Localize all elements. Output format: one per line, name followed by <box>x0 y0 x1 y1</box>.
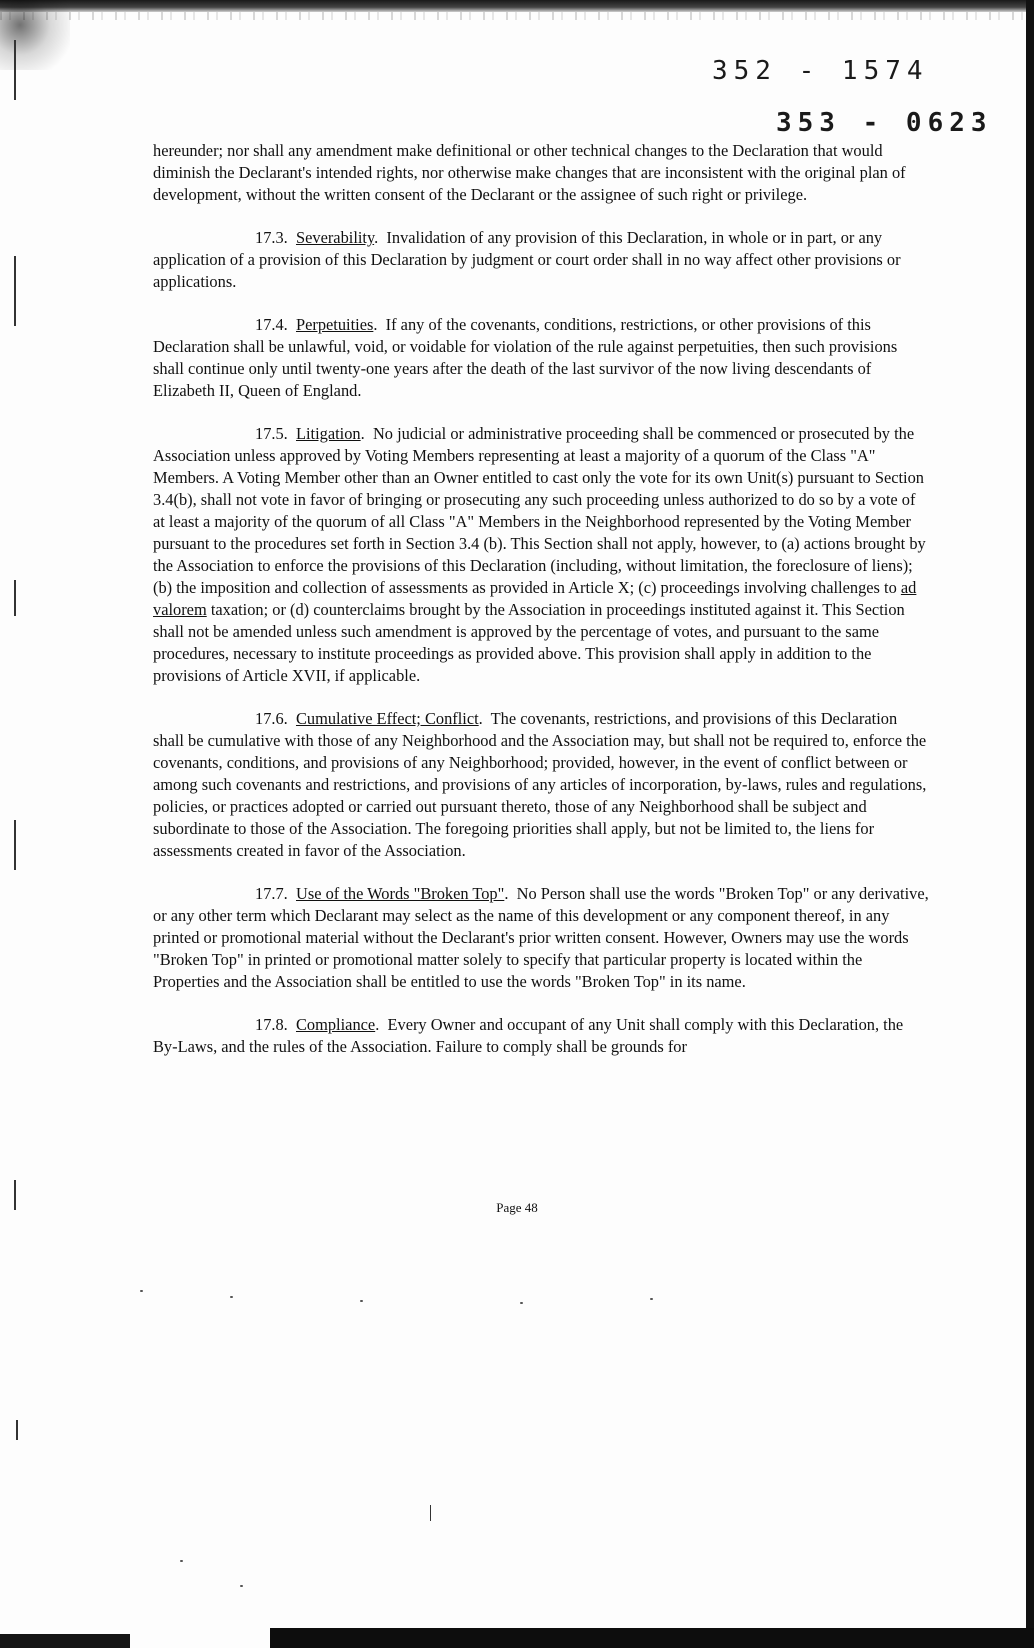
section-body-part-b: taxation; or (d) counterclaims brought by the Association in proceedings instituted against it. This Section shall not be amended unless such amendment is approved by the percentage of votes, and pursuant to the same procedures, necessary to institute proceedings as provided above. This provision shall apply in addition to the provisions of Article XVII, if applicable. <box>153 600 905 685</box>
latin-term-valorem: valorem <box>153 600 207 619</box>
section-number: 17.5. <box>255 424 288 443</box>
margin-mark <box>14 820 16 870</box>
section-17-7: 17.7. Use of the Words "Broken Top". No Person shall use the words "Broken Top" or any derivative, or any other term which Declarant may select as the name of this development or any component thereof, in any printed or promotional material without the Declarant's prior written consent. However, Owners may use the words "Broken Top" in printed or promotional matter solely to specify that particular property is located within the Properties and the Association shall be entitled to use the words "Broken Top" in its name. <box>153 884 929 991</box>
margin-mark <box>16 1420 18 1440</box>
section-body: Invalidation of any provision of this Declaration, in whole or in part, or any application of a provision of this Declaration by judgment or court order shall in no way affect other provisions or applications. <box>153 228 901 291</box>
section-body: The covenants, restrictions, and provisions of this Declaration shall be cumulative with those of any Neighborhood and the Association may, but shall not be required to, enforce the covenants, conditions, and provisions of any Neighborhood; provided, however, in the event of conflict between or among such covenants and restrictions, and provisions of any articles of incorporation, by-laws, rules and regulations, policies, or practices adopted or carried out pursuant thereto, those of any Neighborhood shall be subject and subordinate to those of the Association. The foregoing priorities shall apply, but not be limited to, the liens for assessments created in favor of the Association. <box>153 709 927 860</box>
scan-noise-top <box>0 12 1034 20</box>
section-heading: Use of the Words "Broken Top" <box>295 884 505 903</box>
section-heading: Severability <box>295 228 375 247</box>
section-17-8: 17.8. Compliance. Every Owner and occupant of any Unit shall comply with this Declaration, the By-Laws, and the rules of the Association. Failure to comply shall be grounds for <box>153 1015 904 1056</box>
section-17-3: 17.3. Severability. Invalidation of any provision of this Declaration, in whole or in part, or any application of a provision of this Declaration by judgment or court order shall in no way affect other provisions or applications. <box>153 228 901 291</box>
scan-edge-bottom-left <box>0 1634 130 1648</box>
section-heading: Perpetuities <box>295 315 374 334</box>
scan-blot-top-left <box>0 0 70 70</box>
paragraph-continuation <box>153 140 929 206</box>
margin-mark <box>14 256 16 326</box>
section-body: Every Owner and occupant of any Unit shall comply with this Declaration, the By-Laws, and the rules of the Association. Failure to comply shall be grounds for <box>153 1015 904 1056</box>
scan-speck <box>520 1302 523 1304</box>
margin-mark <box>430 1505 431 1521</box>
section-body: If any of the covenants, conditions, restrictions, or other provisions of this Declaration shall be unlawful, void, or voidable for violation of the rule against perpetuities, then such provisions shall continue only until twenty-one years after the death of the last survivor of the now living descendants of Elizabeth II, Queen of England. <box>153 315 898 400</box>
section-number: 17.7. <box>255 884 288 903</box>
section-heading: Compliance <box>295 1015 376 1034</box>
section-17-4: 17.4. Perpetuities. If any of the covenants, conditions, restrictions, or other provisions of this Declaration shall be unlawful, void, or voidable for violation of the rule against perpetuities, then such provisions shall continue only until twenty-one years after the death of the last survivor of the now living descendants of Elizabeth II, Queen of England. <box>153 315 898 400</box>
section-17-6: 17.6. Cumulative Effect; Conflict. The covenants, restrictions, and provisions of this Declaration shall be cumulative with those of any Neighborhood and the Association may, but shall not be required to, enforce the covenants, conditions, and provisions of any Neighborhood; provided, however, in the event of conflict between or among such covenants and restrictions, and provisions of any articles of incorporation, by-laws, rules and regulations, policies, or practices adopted or carried out pursuant thereto, those of any Neighborhood shall be subject and subordinate to those of the Association. The foregoing priorities shall apply, but not be limited to, the liens for assessments created in favor of the Association. <box>153 709 927 860</box>
latin-term-ad: ad <box>900 578 917 597</box>
book-page-stamp-1: 352 - 1574 <box>712 56 929 86</box>
book-page-stamp-2: 353 - 0623 <box>776 108 993 138</box>
section-heading: Litigation <box>295 424 361 443</box>
scan-edge-right <box>1026 0 1034 1648</box>
scan-speck <box>140 1290 143 1292</box>
section-number: 17.6. <box>255 709 288 728</box>
scan-speck <box>180 1560 183 1562</box>
margin-mark <box>14 580 16 616</box>
scan-speck <box>360 1300 363 1302</box>
scan-speck <box>650 1298 653 1300</box>
scan-edge-bottom <box>270 1628 1034 1648</box>
margin-mark <box>14 40 16 100</box>
paragraph-text: hereunder; nor shall any amendment make definitional or other technical changes to the Declaration that would diminish the Declarant's intended rights, nor otherwise make changes that are inconsistent with the original plan of development, without the written consent of the Declarant or the assignee of such right or privilege. <box>153 141 906 204</box>
section-body: No Person shall use the words "Broken Top" or any derivative, or any other term which Declarant may select as the name of this development or any component thereof, in any printed or promotional material without the Declarant's prior written consent. However, Owners may use the words "Broken Top" in printed or promotional matter solely to specify that particular property is located within the Properties and the Association shall be entitled to use the words "Broken Top" in its name. <box>153 884 929 991</box>
section-number: 17.8. <box>255 1015 288 1034</box>
section-17-5: 17.5. Litigation. No judicial or administrative proceeding shall be commenced or prosecuted by the Association unless approved by Voting Members representing at least a majority of a quorum of the Class "A" Members. A Voting Member other than an Owner entitled to cast only the vote for its own Unit(s) pursuant to Section 3.4(b), shall not vote in favor of bringing or prosecuting any such proceeding unless authorized to do so by a vote of at least a majority of the quorum of all Class "A" Members in the Neighborhood represented by the Voting Member pursuant to the procedures set forth in Section 3.4 (b). This Section shall not apply, however, to (a) actions brought by the Association to enforce the provisions of this Declaration (including, without limitation, the foreclosure of liens); (b) the imposition and collection of assessments as provided in Article X; (c) proceedings involving challenges to ad valorem taxation; or (d) counterclaims brought by the Association in proceedings instituted against it. This Section shall not be amended unless such amendment is approved by the percentage of votes, and pursuant to the same procedures, necessary to institute proceedings as provided above. This provision shall apply in addition to the provisions of Article XVII, if applicable. <box>153 424 926 685</box>
section-number: 17.4. <box>255 315 288 334</box>
document-body <box>153 140 929 1079</box>
section-body-part-a: No judicial or administrative proceeding shall be commenced or prosecuted by the Association unless approved by Voting Members representing at least a majority of a quorum of the Class "A" Members. A Voting Member other than an Owner entitled to cast only the vote for its own Unit(s) pursuant to Section 3.4(b), shall not vote in favor of bringing or prosecuting any such proceeding unless authorized to do so by a vote of at least a majority of the quorum of all Class "A" Members in the Neighborhood represented by the Voting Member pursuant to the procedures set forth in Section 3.4 (b). This Section shall not apply, however, to (a) actions brought by the Association to enforce the provisions of this Declaration (including, without limitation, the foreclosure of liens); (b) the imposition and collection of assessments as provided in Article X; (c) proceedings involving challenges to <box>153 424 926 597</box>
section-heading: Cumulative Effect; Conflict <box>295 709 479 728</box>
scan-edge-top <box>0 0 1034 12</box>
scan-speck <box>230 1296 233 1298</box>
scan-speck <box>240 1585 243 1587</box>
section-number: 17.3. <box>255 228 288 247</box>
page-number: Page 48 <box>496 1200 538 1215</box>
